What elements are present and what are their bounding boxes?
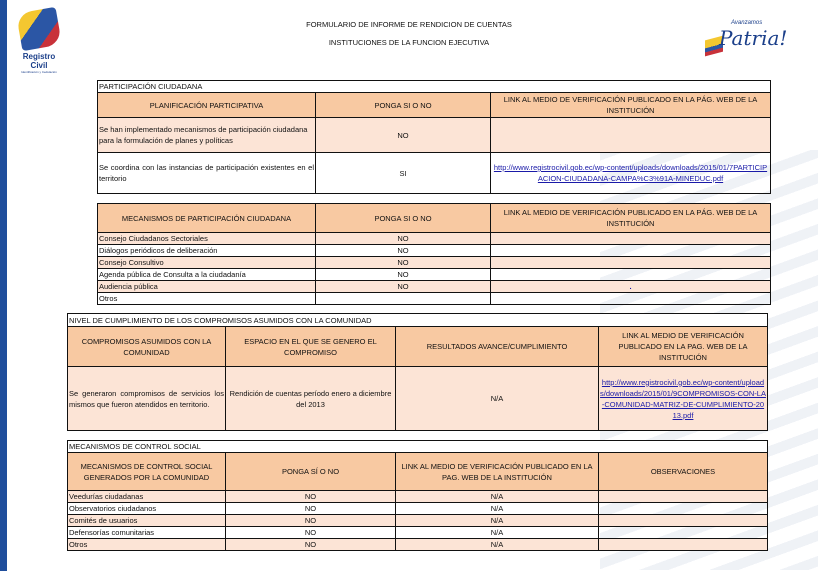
value-cell: NO	[316, 118, 491, 153]
table-row	[98, 233, 771, 245]
document-subtitle: INSTITUCIONES DE LA FUNCION EJECUTIVA	[328, 38, 490, 47]
verification-link[interactable]: http://www.registrocivil.gob.ec/wp-content/uploads/downloads/2015/01/7PARTICIPACION-CIUDADANA-CAMPA%C3%91A-MINEDUC.pdf	[493, 163, 768, 183]
link-cell	[491, 245, 771, 257]
planificacion-table	[97, 80, 771, 194]
logo-left-name: Registro Civil	[22, 52, 56, 70]
value-cell: NO	[316, 281, 491, 293]
table-row	[98, 257, 771, 269]
header-cell: LINK AL MEDIO DE VERIFICACIÓN PUBLICADO EN LA PAG. WEB DE LA INSTITUCIÓN	[396, 453, 599, 491]
item-cell: Se coordina con las instancias de participación existentes en el territorio	[98, 153, 316, 194]
link-cell: N/A	[396, 515, 599, 527]
header-cell: LINK AL MEDIO DE VERIFICACIÓN PUBLICADO EN LA PÁG. WEB DE LA INSTITUCIÓN	[491, 93, 771, 118]
link-cell: N/A	[396, 491, 599, 503]
header-cell: PONGA SI O NO	[316, 93, 491, 118]
value-cell: NO	[316, 233, 491, 245]
header-cell: LINK AL MEDIO DE VERIFICACIÓN PUBLICADO EN LA PÁG. WEB DE LA INSTITUCIÓN	[491, 204, 771, 233]
section-title: PARTICIPACIÓN CIUDADANA	[98, 81, 771, 93]
table-row	[68, 367, 768, 431]
table-row	[98, 293, 771, 305]
item-cell: Agenda pública de Consulta a la ciudadanía	[98, 269, 316, 281]
value-cell	[316, 293, 491, 305]
logo-right-text: Patria!	[719, 26, 788, 50]
patria-logo	[705, 20, 788, 60]
document-title: FORMULARIO DE INFORME DE RENDICION DE CUENTAS	[306, 20, 512, 29]
item-cell: Consejo Ciudadanos Sectoriales	[98, 233, 316, 245]
verification-link[interactable]: http://www.registrocivil.gob.ec/wp-content/uploads/downloads/2015/01/9COMPROMISOS-CON-LA-COMUNIDAD-MATRIZ-DE-CUMPLIMIENTO-2013.pdf	[600, 377, 766, 420]
link-cell: N/A	[396, 503, 599, 515]
section-title: NIVEL DE CUMPLIMIENTO DE LOS COMPROMISOS ASUMIDOS CON LA COMUNIDAD	[68, 314, 768, 327]
link-cell	[491, 257, 771, 269]
item-cell: Comités de usuarios	[68, 515, 226, 527]
item-cell: Diálogos periódicos de deliberación	[98, 245, 316, 257]
section-title: MECANISMOS DE CONTROL SOCIAL	[68, 441, 768, 453]
value-cell: NO	[316, 257, 491, 269]
header-cell: RESULTADOS AVANCE/CUMPLIMIENTO	[396, 327, 599, 367]
table-row	[98, 281, 771, 293]
logo-right-sub: Avanzamos	[731, 20, 763, 26]
item-cell: Audiencia pública	[98, 281, 316, 293]
header-cell: LINK AL MEDIO DE VERIFICACIÓN PUBLICADO EN LA PAG. WEB DE LA INSTITUCIÓN	[599, 327, 768, 367]
header-cell: OBSERVACIONES	[599, 453, 768, 491]
value-cell: SI	[316, 153, 491, 194]
espacio-cell: Rendición de cuentas período enero a diciembre del 2013	[226, 367, 396, 431]
item-cell: Observatorios ciudadanos	[68, 503, 226, 515]
table-row	[68, 503, 768, 515]
header-cell: MECANISMOS DE PARTICIPACIÓN CIUDADANA	[98, 204, 316, 233]
header-cell: ESPACIO EN EL QUE SE GENERO EL COMPROMISO	[226, 327, 396, 367]
compromiso-cell: Se generaron compromisos de servicios los mismos que fueron atendidos en territorio.	[68, 367, 226, 431]
link-cell	[491, 118, 771, 153]
link-cell: N/A	[396, 539, 599, 551]
control-social-table	[67, 440, 768, 551]
header-cell: COMPROMISOS ASUMIDOS CON LA COMUNIDAD	[68, 327, 226, 367]
item-cell: Defensorías comunitarias	[68, 527, 226, 539]
value-cell: NO	[226, 539, 396, 551]
link-cell	[491, 293, 771, 305]
obs-cell	[599, 491, 768, 503]
table-row	[68, 491, 768, 503]
obs-cell	[599, 527, 768, 539]
item-cell: Otros	[68, 539, 226, 551]
header-cell: MECANISMOS DE CONTROL SOCIAL GENERADOS POR LA COMUNIDAD	[68, 453, 226, 491]
resultado-cell: N/A	[396, 367, 599, 431]
value-cell: NO	[226, 515, 396, 527]
value-cell: NO	[226, 527, 396, 539]
table-row	[98, 118, 771, 153]
table-row	[68, 539, 768, 551]
value-cell: NO	[316, 245, 491, 257]
item-cell: Consejo Consultivo	[98, 257, 316, 269]
value-cell: NO	[226, 503, 396, 515]
logo-left-sub: Identificación y Cedulación	[21, 70, 57, 74]
table-row	[98, 269, 771, 281]
header-cell: PONGA SÍ O NO	[226, 453, 396, 491]
link-cell: N/A	[396, 527, 599, 539]
item-cell: Se han implementado mecanismos de participación ciudadana para la formulación de planes y políticas	[98, 118, 316, 153]
value-cell: NO	[226, 491, 396, 503]
link-cell[interactable]: .	[491, 281, 771, 293]
obs-cell	[599, 503, 768, 515]
header-cell: PONGA SI O NO	[316, 204, 491, 233]
header-cell: PLANIFICACIÓN PARTICIPATIVA	[98, 93, 316, 118]
obs-cell	[599, 515, 768, 527]
link-cell	[491, 269, 771, 281]
table-row	[68, 527, 768, 539]
table-row	[98, 153, 771, 194]
left-accent-bar	[0, 0, 7, 571]
value-cell: NO	[316, 269, 491, 281]
table-row	[98, 245, 771, 257]
link-cell	[491, 233, 771, 245]
item-cell: Veedurías ciudadanas	[68, 491, 226, 503]
compromisos-table	[67, 313, 768, 431]
mecanismos-table	[97, 203, 771, 305]
table-row	[68, 515, 768, 527]
item-cell: Otros	[98, 293, 316, 305]
obs-cell	[599, 539, 768, 551]
